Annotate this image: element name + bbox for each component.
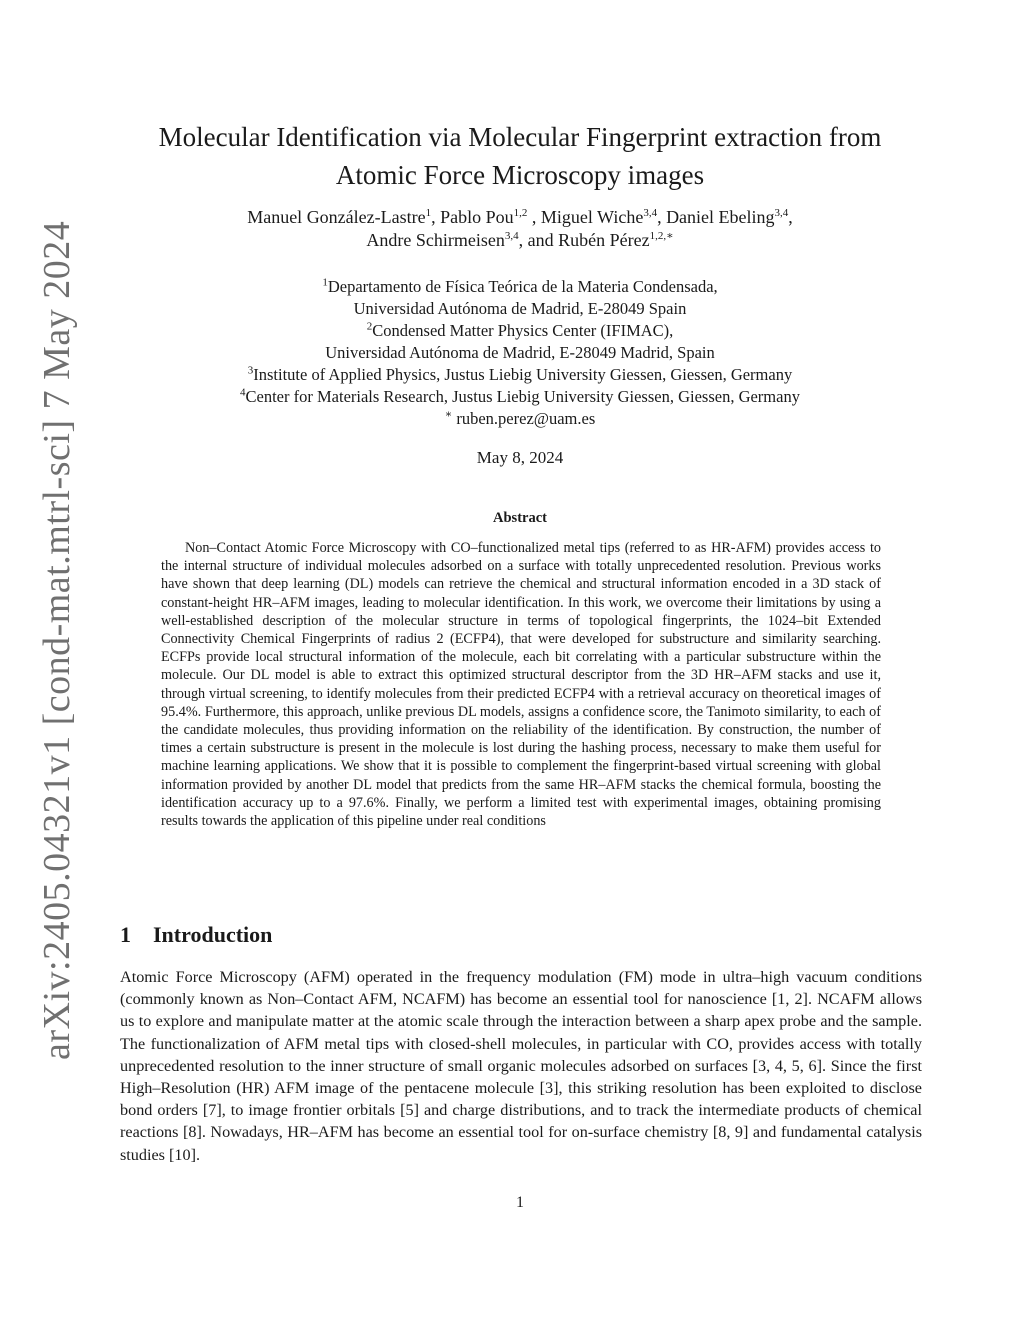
author-affiliation-mark: 3,4	[643, 207, 658, 219]
section-heading	[120, 922, 272, 948]
author-affiliation-mark: 1,2	[513, 207, 528, 219]
affiliation-mark: 1	[322, 276, 328, 289]
author-separator: ,	[431, 207, 441, 227]
abstract-text: Non–Contact Atomic Force Microscopy with CO–functionalized metal tips (referred to as HR-AFM) provides access to the internal structure of individual molecules adsorbed on a surface with totally unprecedented resolution. Previous works have shown that deep learning (DL) models can retrieve the chemical and structural information encoded in a 3D stack of constant-height HR–AFM images, leading to molecular identification. In this work, we overcome their limitations by using a well-established description of the molecular structure in terms of topological fingerprints, the 1024–bit Extended Connectivity Chemical Fingerprints of radius 2 (ECFP4), that were developed for substructure and similarity searching. ECFPs provide local structural information of the molecule, each bit correlating with a particular substructure within the molecule. Our DL model is able to extract this optimized structural descriptor from the 3D HR–AFM stacks and use it, through virtual screening, to identify molecules from their predicted ECFP4 with a retrieval accuracy on theoretical images of 95.4%. Furthermore, this approach, unlike previous DL models, assigns a confidence score, the Tanimoto similarity, to each of the candidate molecules, thus providing information on the reliability of the identification. By construction, the number of times a certain substructure is present in the molecule is lost during the hashing process, necessary to make them useful for machine learning applications. We show that it is possible to complement the fingerprint-based virtual screening with global information provided by another DL model that predicts from the same HR–AFM stacks the chemical formula, boosting the identification accuracy up to a 97.6%. Finally, we perform a limited test with experimental images, obtaining promising results towards the application of this pipeline under real conditions	[161, 540, 881, 830]
paper-title-line-2: Atomic Force Microscopy images	[335, 160, 705, 190]
paper-title-line-1: Molecular Identification via Molecular Fingerprint extraction from	[158, 122, 882, 152]
author-name: Manuel González-Lastre	[247, 207, 426, 227]
affiliation-line	[120, 364, 920, 386]
affiliation-list	[120, 276, 920, 430]
author-separator: , and	[518, 230, 559, 250]
page-number: 1	[516, 1194, 524, 1211]
affiliation-text: Institute of Applied Physics, Justus Liebig University Giessen, Giessen, Germany	[253, 365, 793, 384]
corresponding-email[interactable]: ruben.perez@uam.es	[452, 409, 596, 428]
arxiv-identifier-stamp: arXiv:2405.04321v1 [cond-mat.mtrl-sci] 7 May 2024	[36, 220, 78, 1060]
affiliation-line	[120, 386, 920, 408]
author-name: Miguel Wiche	[540, 207, 644, 227]
author-separator: ,	[788, 207, 793, 227]
corresponding-email-line	[120, 408, 920, 430]
author-name: Andre Schirmeisen	[366, 230, 505, 250]
affiliation-mark: 4	[240, 386, 246, 399]
section-number: 1	[120, 922, 131, 947]
affiliation-text: Departamento de Física Teórica de la Materia Condensada,	[327, 277, 718, 296]
affiliation-text: Universidad Autónoma de Madrid, E-28049 Madrid, Spain	[325, 343, 715, 362]
author-separator: ,	[657, 207, 667, 227]
affiliation-line	[120, 320, 920, 342]
affiliation-line	[120, 276, 920, 298]
author-affiliation-mark: 3,4	[774, 207, 789, 219]
author-affiliation-mark: 3,4	[504, 230, 519, 242]
author-name: Pablo Pou	[440, 207, 514, 227]
paper-title	[120, 118, 920, 194]
publication-date: May 8, 2024	[476, 448, 564, 467]
author-line-1	[120, 206, 920, 229]
author-name: Rubén Pérez	[558, 230, 650, 250]
affiliation-text: Center for Materials Research, Justus Liebig University Giessen, Giessen, Germany	[245, 387, 800, 406]
affiliation-line	[120, 342, 920, 364]
author-line-2	[120, 229, 920, 252]
affiliation-mark: 3	[247, 364, 254, 377]
affiliation-mark: 2	[366, 320, 373, 333]
affiliation-text: Condensed Matter Physics Center (IFIMAC),	[372, 321, 674, 340]
author-affiliation-mark: 1	[425, 207, 432, 219]
author-list	[120, 206, 920, 252]
affiliation-text: Universidad Autónoma de Madrid, E-28049 Spain	[353, 299, 687, 318]
affiliation-line	[120, 298, 920, 320]
section-title: Introduction	[153, 922, 273, 947]
author-affiliation-mark: 1,2,∗	[649, 230, 674, 242]
introduction-paragraph: Atomic Force Microscopy (AFM) operated in the frequency modulation (FM) mode in ultra–high vacuum conditions (commonly known as Non–Contact AFM, NCAFM) has become an essential tool for nanoscience [1, 2]. NCAFM allows us to explore and manipulate matter at the atomic scale through the interaction between a sharp apex probe and the sample. The functionalization of AFM metal tips with closed-shell molecules, in particular with CO, provides access with totally unprecedented resolution to the inner structure of small organic molecules adsorbed on surfaces [3, 4, 5, 6]. Since the first High–Resolution (HR) AFM image of the pentacene molecule [3], this striking resolution has been exploited to disclose bond orders [7], to image frontier orbitals [5] and charge distributions, and to track the intermediate products of chemical reactions [8]. Nowadays, HR–AFM has become an essential tool for on-surface chemistry [8, 9] and fundamental catalysis studies [10].	[120, 968, 922, 1164]
abstract-heading: Abstract	[493, 510, 547, 526]
corresponding-author-mark: ∗	[444, 408, 453, 421]
author-separator: ,	[527, 207, 541, 227]
author-name: Daniel Ebeling	[666, 207, 775, 227]
